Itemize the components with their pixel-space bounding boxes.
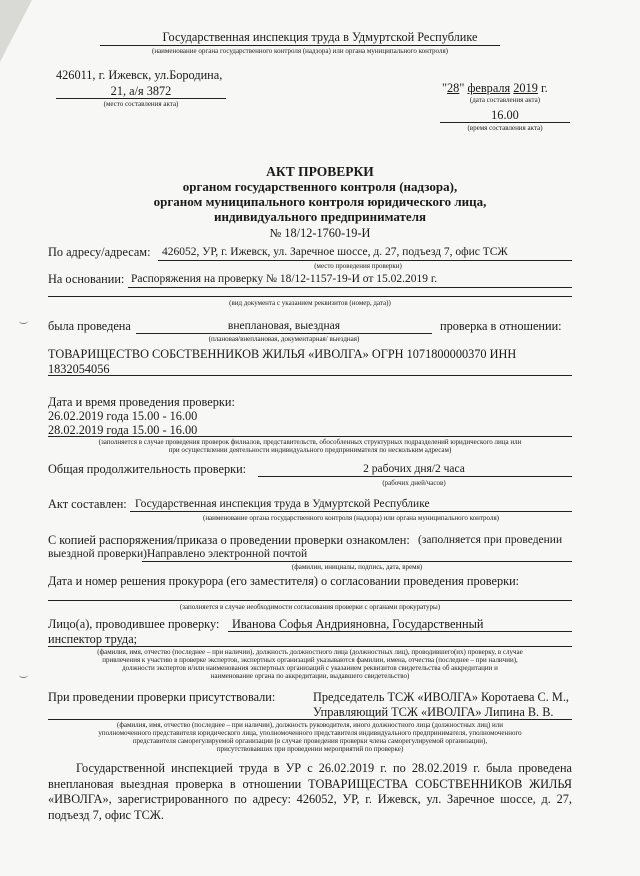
datetime-row-2: 28.02.2019 года 15.00 - 16.00: [48, 423, 198, 437]
authority-underline: [100, 45, 500, 46]
duration-value: 2 рабочих дня/2 часа: [363, 463, 465, 475]
address-value: 426052, УР, г. Ижевск, ул. Заречное шоссе, д. 27, подъезд 7, офис ТСЖ: [162, 246, 508, 258]
prosecutor-caption: (заполняется в случае необходимости согласования проверки с органами прокуратуры): [179, 603, 441, 611]
date-open-quote: ": [442, 81, 448, 95]
authority-name: Государственная инспекция труда в Удмуртской Республике: [162, 30, 478, 44]
date-close-quote: ": [459, 81, 465, 95]
subject-line1: ТОВАРИЩЕСТВО СОБСТВЕННИКОВ ЖИЛЬЯ «ИВОЛГА» ОГРН 1071800000370 ИНН: [48, 347, 517, 361]
basis-caption: (вид документа с указанием реквизитов (номер, дата)): [229, 299, 391, 307]
place-underline: [56, 98, 226, 99]
datetime-label: Дата и время проведения проверки:: [48, 395, 235, 409]
folded-corner: [0, 0, 32, 62]
inspector-label: Лицо(а), проводившее проверку:: [48, 617, 220, 631]
inspector-caption-3: должности экспертов и/или наименования экспертных организаций с указанием реквизитов свидетельства об аккредитации и: [122, 664, 498, 672]
act-title: АКТ ПРОВЕРКИ: [266, 164, 374, 179]
inspector-value-1: Иванова Софья Андрияновна, Государственный: [232, 617, 484, 631]
acquainted-note-2: выездной проверки): [48, 548, 147, 560]
conducted-label: была проведена: [48, 319, 131, 333]
inspector-underline-1: [228, 631, 572, 632]
conducted-caption: (плановая/внеплановая, документарная/ выездная): [208, 335, 360, 343]
prosecutor-underline: [48, 600, 572, 601]
prosecutor-label: Дата и номер решения прокурора (его заместителя) о согласовании проведения проверки:: [48, 574, 520, 588]
place-line1: 426011, г. Ижевск, ул.Бородина,: [56, 68, 223, 82]
basis-underline: [128, 287, 572, 288]
basis-value: Распоряжения на проверку № 18/12-1157-19-И от 15.02.2019 г.: [131, 273, 438, 285]
scan-mark: [19, 672, 28, 678]
date-caption: (дата составления акта): [469, 96, 541, 104]
time-underline: [440, 122, 570, 123]
act-subtitle-1: органом государственного контроля (надзора),: [182, 179, 458, 194]
act-subtitle-3: индивидуального предпринимателя: [213, 209, 427, 224]
conducted-value: внеплановая, выездная: [227, 320, 341, 332]
datetime-caption-1: (заполняется в случае проведения проверок филиалов, представительств, обособленных структурных подразделений юридического лица или: [98, 438, 522, 446]
acquainted-value: Направлено электронной почтой: [147, 548, 308, 560]
present-underline: [48, 719, 572, 720]
place-caption: (место составления акта): [103, 100, 179, 108]
acquainted-label: С копией распоряжения/приказа о проведении проверки ознакомлен:: [48, 533, 410, 547]
present-caption-2: уполномоченного представителя юридического лица, уполномоченного представителя индивидуального предпринимателя, уполномоченного: [98, 729, 522, 737]
inspector-caption-2: привлечения к участию в проверке экспертов, экспертных организаций указываются фамилии, имена, отчества (последнее – при наличии),: [102, 656, 518, 664]
datetime-underline: [48, 436, 572, 437]
address-label: По адресу/адресам:: [48, 245, 151, 259]
datetime-row-1: 26.02.2019 года 15.00 - 16.00: [48, 409, 198, 423]
duration-label: Общая продолжительность проверки:: [48, 462, 247, 476]
present-caption-1: (фамилия, имя, отчество (последнее – при наличии), должность руководителя, иного должностного лица (должностных лиц) или: [117, 721, 503, 729]
composed-value: Государственная инспекция труда в Удмуртской Республике: [135, 498, 430, 510]
present-value-1: Председатель ТСЖ «ИВОЛГА» Коротаева С. М.,: [313, 690, 569, 704]
place-line2: 21, а/я 3872: [110, 84, 172, 98]
subject-underline: [48, 375, 572, 376]
datetime-caption-2: при осуществлении деятельности индивидуального предпринимателя по нескольким адресам): [168, 446, 452, 454]
acquainted-caption: (фамилии, инициалы, подпись, дата, время): [291, 563, 423, 571]
time-value: 16.00: [491, 108, 519, 122]
acquainted-note-1: (заполняется при проведении: [418, 534, 563, 546]
act-number: № 18/12-1760-19-И: [269, 226, 371, 240]
duration-caption: (рабочих дней/часов): [382, 479, 446, 487]
date-year-suffix: г.: [540, 81, 548, 95]
inspector-caption-1: (фамилия, имя, отчество (последнее – при наличии), должность должностного лица (должностных лиц), проводившего(их) проверку, в случае: [97, 648, 523, 656]
present-caption-3: представителя саморегулируемой организации (в случае проведения проверки члена саморегулируемой организации),: [132, 737, 488, 745]
address-caption: (место проведения проверки): [314, 262, 402, 270]
inspector-value-2: инспектор труда;: [48, 632, 138, 646]
composed-label: Акт составлен:: [48, 497, 127, 511]
present-label: При проведении проверки присутствовали:: [48, 690, 276, 704]
composed-caption: (наименование органа государственного контроля (надзора) или органа муниципального контроля): [202, 514, 499, 522]
time-caption: (время составления акта): [467, 124, 543, 132]
subject-line2: 1832054056: [48, 362, 110, 376]
basis-underline-2: [48, 296, 572, 297]
conducted-label2: проверка в отношении:: [440, 319, 562, 333]
body-paragraph: Государственной инспекцией труда в УР с 26.02.2019 г. по 28.02.2019 г. была проведена внеплановая выездная проверка в отношении ТОВАРИЩЕСТВА СОБСТВЕННИКОВ ЖИЛЬЯ «ИВОЛГА», зарегистрированного по адресу: 426052, УР, г. Ижевск, ул. Заречное шоссе, д. 27, подъезд 7, офис ТСЖ.: [48, 761, 572, 822]
duration-underline: [258, 476, 572, 477]
conducted-underline: [136, 333, 432, 334]
date-line: [442, 81, 548, 96]
act-subtitle-2: органом муниципального контроля юридического лица,: [153, 194, 487, 209]
authority-caption: (наименование органа государственного контроля (надзора) или органа муниципального контроля): [151, 47, 448, 55]
scan-mark: [19, 318, 28, 324]
basis-label: На основании:: [48, 272, 125, 286]
composed-underline: [130, 511, 572, 512]
date-month: февраля: [467, 81, 511, 95]
date-year: 2019: [513, 81, 538, 95]
inspector-caption-4: наименование органа по аккредитации, выдавшего свидетельство): [210, 672, 410, 680]
inspector-underline-2: [48, 646, 572, 647]
present-value-2: Управляющий ТСЖ «ИВОЛГА» Липина В. В.: [313, 705, 554, 719]
present-caption-4: присутствовавших при проведении мероприятий по проверке): [216, 745, 404, 753]
acquainted-underline: [142, 561, 572, 562]
address-underline: [158, 260, 572, 261]
date-day: 28: [447, 81, 460, 95]
